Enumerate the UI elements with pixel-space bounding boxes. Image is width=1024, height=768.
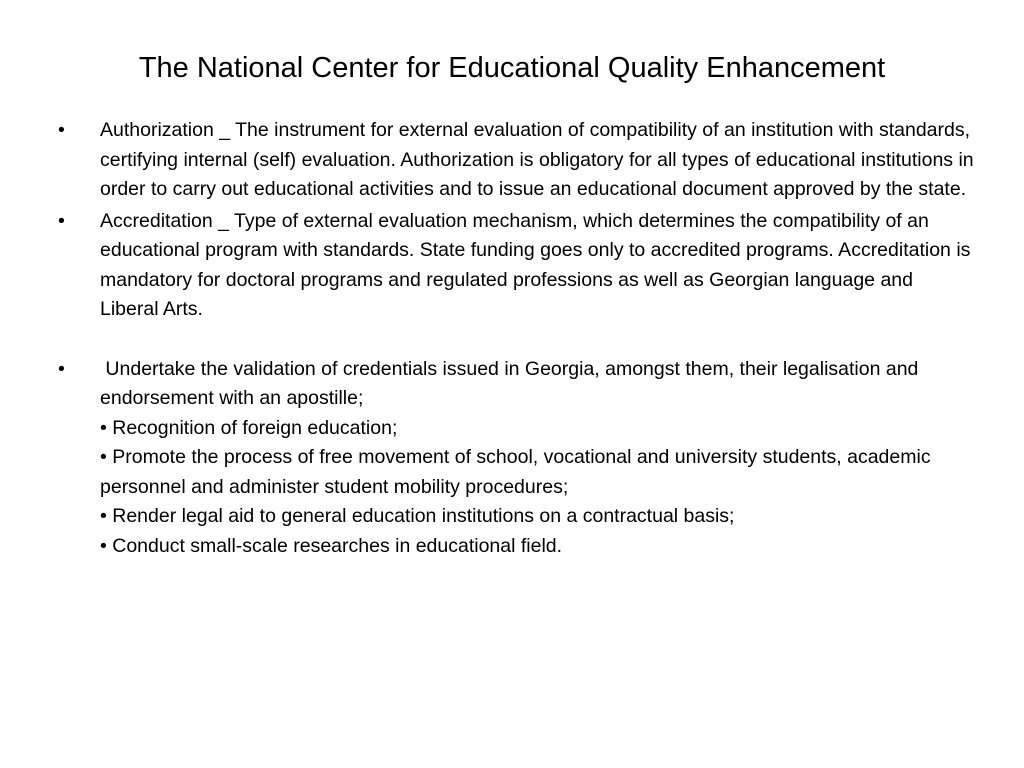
- bullet-accreditation: [56, 207, 976, 325]
- slide-title: The National Center for Educational Quality Enhancement: [138, 52, 886, 84]
- bullet-services: [56, 355, 976, 562]
- bullet-text: Accreditation _ Type of external evaluation mechanism, which determines the compatibility of an educational program with standards. State funding goes only to accredited programs. Accreditation is mandatory for doctoral programs and regulated professions as well as Georgian language and Liberal Arts.: [100, 209, 971, 320]
- bullet-marker: •: [58, 119, 65, 141]
- bullet-authorization: [56, 116, 976, 205]
- services-line-recognition: • Recognition of foreign education;: [100, 416, 398, 439]
- bullet-text: Authorization _ The instrument for external evaluation of compatibility of an institution with standards, certifying internal (self) evaluation. Authorization is obligatory for all types of educational institutions in order to carry out educational activities and to issue an educational document approved by the state.: [100, 119, 974, 200]
- bullet-marker: •: [58, 357, 65, 380]
- services-line-legal-aid: • Render legal aid to general education institutions on a contractual basis;: [100, 505, 735, 527]
- bullet-marker: •: [58, 209, 65, 232]
- services-line-validation: Undertake the validation of credentials issued in Georgia, amongst them, their legalisation and endorsement with an apostille;: [100, 357, 924, 409]
- slide-content: [56, 116, 976, 563]
- services-line-research: • Conduct small-scale researches in educational field.: [100, 534, 563, 557]
- services-line-mobility: • Promote the process of free movement of school, vocational and university students, academic personnel and administer student mobility procedures;: [100, 446, 931, 498]
